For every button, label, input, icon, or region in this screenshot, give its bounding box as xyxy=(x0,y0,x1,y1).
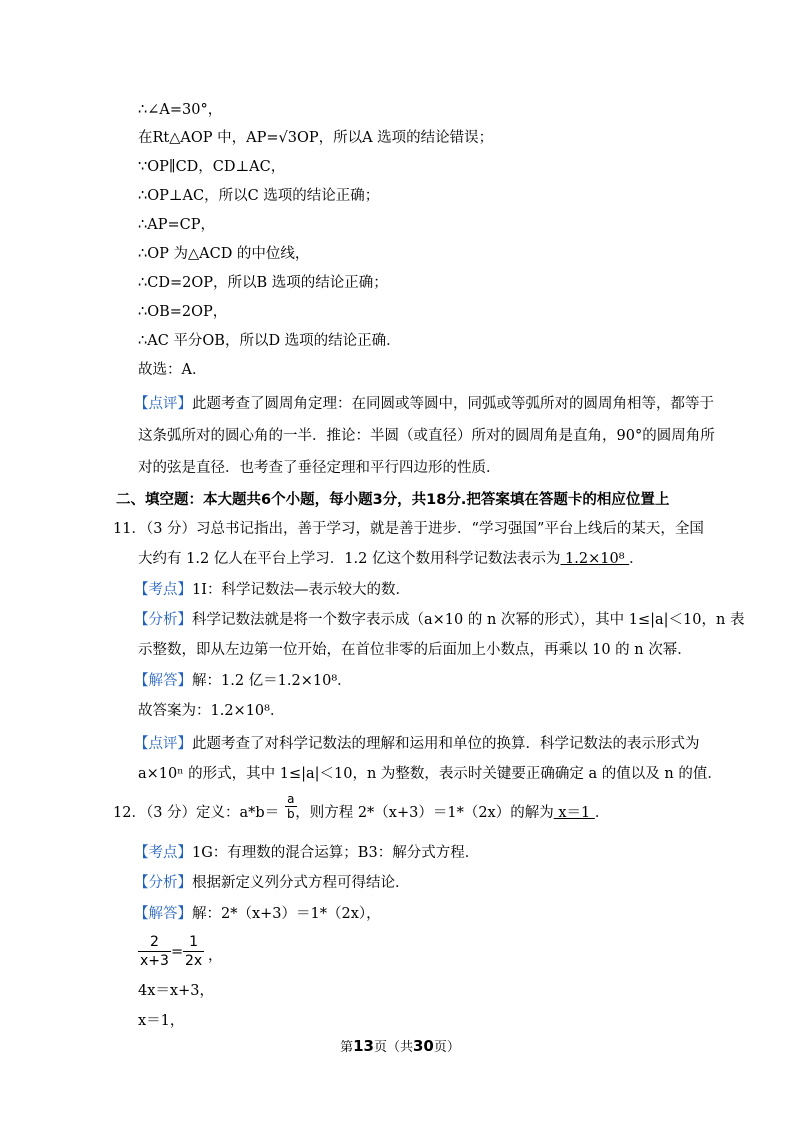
jieda-line xyxy=(134,904,381,924)
text-line: 故选：A． xyxy=(138,362,207,378)
question-11-line2 xyxy=(138,549,644,569)
equals-sign: = xyxy=(171,944,184,960)
jieda-text: 解：1.2 亿＝1.2×10⁸． xyxy=(192,673,352,689)
text-line: 在Rt△AOP 中，AP=√3OP，所以A 选项的结论错误； xyxy=(138,130,494,146)
q12-text: ，则方程 2*（x+3）＝1*（2x）的解为 xyxy=(295,805,554,821)
fenxi-tag: 【分析】 xyxy=(134,875,192,891)
jieda-text: 解：2*（x+3）＝1*（2x）， xyxy=(192,906,381,922)
jieda-tag: 【解答】 xyxy=(134,906,192,922)
kaodian-tag: 【考点】 xyxy=(134,845,192,861)
fenxi-text: 根据新定义列分式方程可得结论． xyxy=(192,875,410,891)
footer-text: 页（共 xyxy=(373,1040,413,1055)
footer-text: 页） xyxy=(433,1040,460,1055)
question-12 xyxy=(113,803,609,823)
text-line: ∴CD=2OP，所以B 选项的结论正确； xyxy=(138,275,388,291)
equation-fraction-right xyxy=(183,933,204,970)
q12-text: 12．（3 分）定义：a*b＝ xyxy=(113,805,280,821)
q11-end: ． xyxy=(629,551,644,567)
dianping-line: a×10ⁿ 的形式，其中 1≤|a|＜10，n 为整数，表示时关键要正确确定 a 的值以及 n 的值． xyxy=(138,766,722,782)
fenxi-tag: 【分析】 xyxy=(134,612,192,628)
fraction-denominator: 2x xyxy=(185,953,203,969)
comment-line: 这条弧所对的圆心角的一半．推论：半圆（或直径）所对的圆周角是直角，90°的圆周角所 xyxy=(138,428,715,444)
solution-step: x＝1， xyxy=(138,1013,185,1029)
comment-line xyxy=(134,394,714,414)
kaodian-tag: 【考点】 xyxy=(134,582,192,598)
page-footer xyxy=(0,1036,800,1055)
kaodian-text: 1G：有理数的混合运算；B3：解分式方程． xyxy=(192,845,480,861)
jieda-tag: 【解答】 xyxy=(134,673,192,689)
footer-text: 第 xyxy=(340,1040,354,1055)
q12-fraction xyxy=(285,792,297,821)
fraction-numerator: 1 xyxy=(189,934,199,950)
text-line: ∴AP=CP， xyxy=(138,217,215,233)
fenxi-line xyxy=(134,610,744,630)
kaodian-line xyxy=(134,843,479,863)
q11-answer: 1.2×10⁸ xyxy=(560,551,630,567)
equation-fraction-left xyxy=(138,933,171,970)
q12-answer: x＝1 xyxy=(553,805,595,821)
kaodian-line xyxy=(134,580,410,600)
answer-line: 故答案为：1.2×10⁸． xyxy=(138,703,285,719)
text-line: ∴∠A=30°， xyxy=(138,102,223,118)
dianping-line xyxy=(134,734,700,754)
fraction-numerator: a xyxy=(287,792,295,806)
footer-page-number: 13 xyxy=(353,1037,374,1055)
comment-tag: 【点评】 xyxy=(134,396,192,412)
fenxi-text: 科学记数法就是将一个数字表示成（a×10 的 n 次幂的形式），其中 1≤|a|＜10，n 表 xyxy=(192,612,745,628)
fraction-denominator: b xyxy=(287,807,295,821)
jieda-line xyxy=(134,671,352,691)
solution-step: 4x＝x+3， xyxy=(138,983,214,999)
section-heading: 二、填空题：本大题共6个小题，每小题3分，共18分.把答案填在答题卡的相应位置上 xyxy=(116,492,670,508)
comment-line: 对的弦是直径．也考查了垂径定理和平行四边形的性质． xyxy=(138,460,501,476)
text-line: ∴AC 平分OB，所以D 选项的结论正确． xyxy=(138,333,401,349)
q11-text: 大约有 1.2 亿人在平台上学习．1.2 亿这个数用科学记数法表示为 xyxy=(138,551,561,567)
kaodian-text: 1I：科学记数法—表示较大的数． xyxy=(192,582,410,598)
fraction-denominator: x+3 xyxy=(140,953,169,969)
question-11: 11．（3 分）习总书记指出，善于学习，就是善于进步．“学习强国”平台上线后的某天，全国 xyxy=(113,521,704,537)
fenxi-line: 示整数，即从左边第一位开始，在首位非零的后面加上小数点，再乘以 10 的 n 次幂． xyxy=(138,642,692,658)
fraction-numerator: 2 xyxy=(150,934,159,950)
comment-text: 此题考查了圆周角定理：在同圆或等圆中，同弧或等弧所对的圆周角相等，都等于 xyxy=(192,396,714,412)
footer-total-pages: 30 xyxy=(413,1037,434,1055)
text-line: ∴OP⊥AC，所以C 选项的结论正确； xyxy=(138,188,380,204)
text-line: ∴OP 为△ACD 的中位线， xyxy=(138,246,310,262)
text-line: ∵OP∥CD，CD⊥AC， xyxy=(138,159,286,175)
fenxi-line xyxy=(134,873,410,893)
dianping-text: 此题考查了对科学记数法的理解和运用和单位的换算．科学记数法的表示形式为 xyxy=(192,736,700,752)
equation-comma: ， xyxy=(208,948,223,964)
text-line: ∴OB=2OP， xyxy=(138,304,228,320)
dianping-tag: 【点评】 xyxy=(134,736,192,752)
q12-end: ． xyxy=(594,805,610,821)
